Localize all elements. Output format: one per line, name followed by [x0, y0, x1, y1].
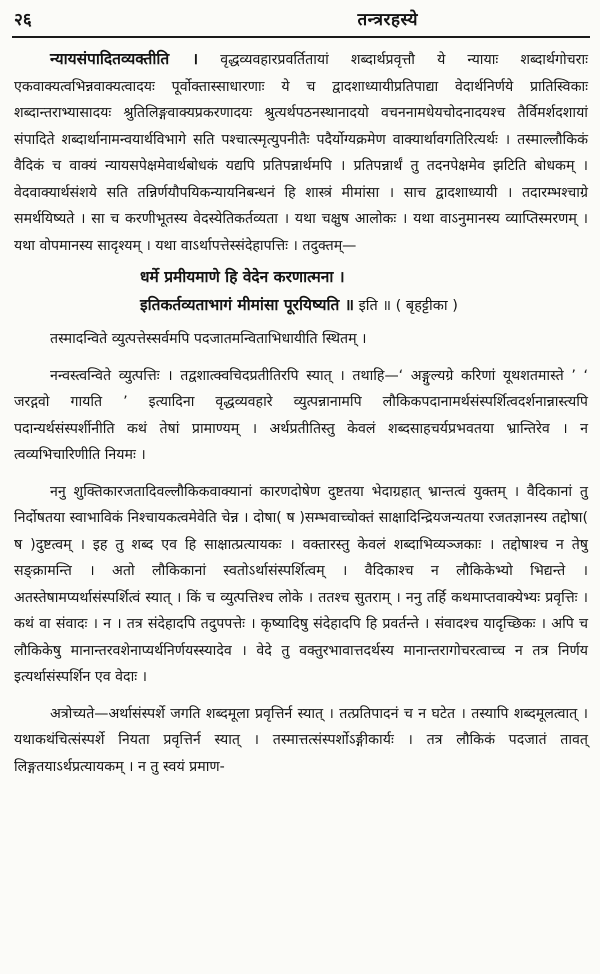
- lemma-heading: न्यायसंपादितव्यक्तीति ।: [50, 50, 199, 68]
- verse-line-2-text: इतिकर्तव्यताभागं मीमांसा पूरयिष्यति ॥: [140, 296, 355, 314]
- running-title: तन्त्ररहस्ये: [357, 9, 418, 30]
- header-rule: [12, 36, 590, 38]
- paragraph-2: तस्मादन्विते व्युत्पत्तेस्सर्वमपि पदजातमन्विताभिधायीति स्थितम् ।: [50, 331, 367, 347]
- page-header: [14, 0, 588, 36]
- paragraph-4: ननु शुक्तिकारजतादिवल्लौकिकवाक्यानां कारणदोषेण दुष्टतया भेदाग्रहात् भ्रान्तत्वं युक्तम् । वैदिकानां तु निर्दोषतया स्वाभाविकं निश्चायकत्वमेवेति चेन्न । दोषा( ष )सम्भवाच्चोक्तं साक्षादिन्द्रियजन्यतया रजतज्ञानस्य तद्दोषा( ष )दुष्टत्वम् । इह तु शब्द एव हि साक्षात्प्रत्यायकः । वक्तारस्तु केवलं शब्दाभिव्यञ्जकाः । तद्दोषाश्च न तेषु सङ्क्रामन्ति । अतो लौकिकानां स्वतोऽर्थासंस्पर्शित्वम् । वैदिकाश्च न लौकिकेभ्यो भिद्यन्ते । अतस्तेषामप्यर्थासंस्पर्शित्वं स्यात् । किं च व्युत्पत्तिश्च लोके । ततश्च सुतराम् । ननु तर्हि कथमाप्तवाक्येभ्यः प्रवृत्तिः । कथं वा संवादः । न । तत्र संदेहादपि तदुपपत्तेः । कृष्यादिषु संदेहादपि हि प्रवर्तन्ते । संवादश्च यादृच्छिकः । अपि च लौकिकेषु मानान्तरवशेनाप्यर्थनिर्णयस्स्यादेव । वेदे तु वक्तुरभावात्तदर्थस्य मानान्तरागोचरत्वाच्च न तत्र निर्णय इत्यर्थासंस्पर्शिन एव वेदाः ।: [14, 483, 588, 685]
- verse-line-1: धर्मे प्रमीयमाणे हि वेदेन करणात्मना ।: [140, 268, 345, 286]
- paragraph-1-text: वृद्धव्यवहारप्रवर्तितायां शब्दार्थप्रवृत्तौ ये न्यायाः शब्दार्थगोचराः एकवाक्यत्वभिन्नवाक्यत्वादयः पूर्वोक्तास्साधारणाः ये च द्वादशाध्यायीप्रतिपाद्या वेदार्थनिर्णये प्रातिस्विकाः शब्दान्तराभ्यासादयः श्रुतिलिङ्गवाक्यप्रकरणादयः श्रुत्यर्थपठनस्थानादयो वचननामधेयचोदनादयश्च तैर्विमर्शदशायां संपादिते शब्दार्थानामन्वयार्थविभागे सति पश्चात्स्मृत्युपनीतैः पदैर्योग्यक्रमेण वाक्यार्थावगतिरित्यर्थः । तस्माल्लौकिकं वैदिकं च वाक्यं न्यायसपेक्षमेवार्थबोधकं यद्यपि प्रतिपन्नार्थमपि । प्रतिपन्नार्थं तु तदनपेक्षमेव झटिति बोधकम् । वेदवाक्यार्थसंशये सति तन्निर्णयौपयिकन्यायनिबन्धनं हि शास्त्रं मीमांसा । साच द्वादशाध्यायी । तदारम्भश्चाग्रे समर्थयिष्यते । सा च करणीभूतस्य वेदस्येतिकर्तव्यता । यथा चक्षुष आलोकः । यथा वाऽनुमानस्य व्याप्तिस्मरणम् । यथा वोपमानस्य सादृश्यम् । यथा वाऽर्थापत्तेस्संदेहापत्तिः । तदुक्तम्—: [14, 52, 588, 254]
- paragraph-3: नन्वस्त्वन्विते व्युत्पत्तिः । तद्वशात्क्वचिदप्रतीतिरपि स्यात् । तथाहि—‘ अङ्गुल्यग्रे करिणां यूथशतमास्ते ’ ‘ जरद्गवो गायति ’ इत्यादिना वृद्धव्यवहारे व्युत्पन्नानामपि लौकिकपदानामर्थसंस्पर्शित्वदर्शनान्नास्त्यपि पदान्यर्थसंस्पर्शीनीति कथं तेषां प्रामाण्यम् । अर्थप्रतीतिस्तु केवलं शब्दसाहचर्यप्रभवतया भ्रान्तिरेव । न त्वव्यभिचारिणीति नियमः ।: [14, 367, 588, 463]
- page-number: २६: [14, 9, 32, 30]
- quoted-verse: [14, 263, 588, 320]
- verse-line-2: [140, 291, 588, 320]
- paragraph-5: अत्रोच्यते—अर्थासंस्पर्शे जगति शब्दमूला प्रवृत्तिर्न स्यात् । तत्प्रतिपादनं च न घटेत । तस्यापि शब्दमूलत्वात् । यथाकथंचित्संस्पर्शे नियता प्रवृत्तिर्न स्यात् । तस्मात्तत्संस्पर्शोऽङ्गीकार्यः । तत्र लौकिकं पदजातं तावत् लिङ्गतयाऽर्थप्रत्यायकम् । न तु स्वयं प्रमाण-: [14, 705, 588, 775]
- verse-citation: इति ॥ ( बृहट्टीका ): [354, 298, 458, 314]
- paragraph-1: [14, 46, 588, 259]
